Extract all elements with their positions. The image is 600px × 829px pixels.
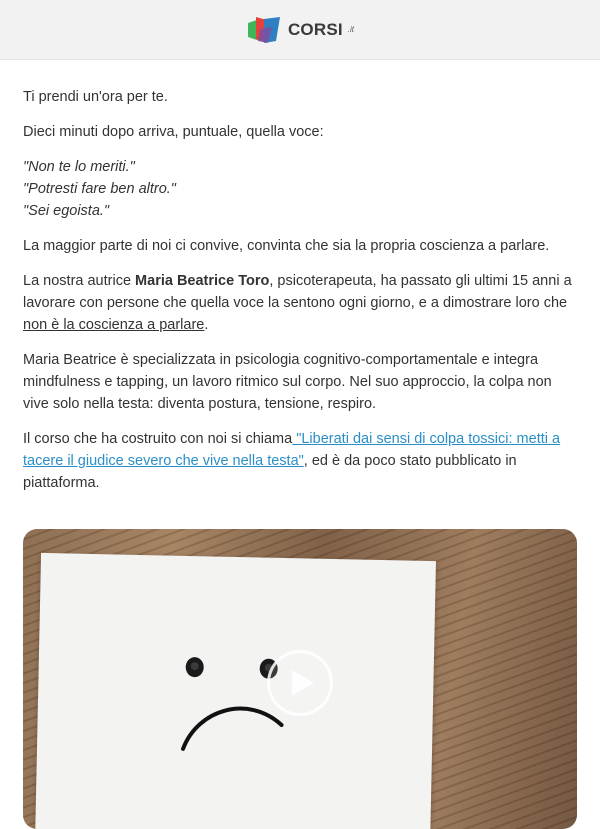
author-text-mid: , psicoterapeuta, ha passato gli ultimi 15 anni a lavorare con persone che quella voce la sentono ogni giorno, e a dimostrare loro che (23, 273, 572, 311)
underlined-phrase: non è la coscienza a parlare (23, 317, 205, 333)
paper-card-image (35, 553, 436, 829)
play-button[interactable] (267, 650, 333, 716)
quote-item: "Sei egoista." (23, 203, 110, 219)
course-text-end: , ed è da poco stato pubblicato in piattaforma. (23, 453, 517, 491)
author-name: Maria Beatrice Toro (135, 273, 270, 289)
paragraph-approach: Maria Beatrice è specializzata in psicologia cognitivo-comportamentale e integra mindfulness e tapping, un lavoro ritmico sul corpo. Nel suo approccio, la colpa non vive solo nella testa: diventa postura, tensione, respiro. (23, 352, 552, 412)
author-text-end: . (204, 317, 209, 333)
paragraph-author (23, 270, 577, 336)
paragraph-conscience: La maggior parte di noi ci convive, convinta che sia la propria coscienza a parlare. (23, 238, 550, 254)
author-text-pre: La nostra autrice (23, 273, 136, 289)
course-text-pre: Il corso che ha costruito con noi si chiama (23, 431, 293, 447)
corsi-logo[interactable] (246, 15, 354, 45)
corsi-logo-icon (246, 15, 284, 45)
logo-wordmark: CORSI (287, 19, 343, 39)
email-header (0, 0, 600, 60)
logo-domain-suffix: .it (347, 25, 355, 34)
play-icon (290, 668, 316, 698)
quote-item: "Potresti fare ben altro." (23, 181, 176, 197)
paragraph-voice: Dieci minuti dopo arriva, puntuale, quella voce: (23, 124, 324, 140)
email-body (0, 60, 600, 494)
quote-list (23, 156, 577, 222)
video-thumbnail[interactable] (23, 529, 577, 829)
course-title-link[interactable]: "Liberati dai sensi di colpa tossici: metti a tacere il giudice severo che vive nella testa" (23, 431, 561, 469)
quote-item: "Non te lo meriti." (23, 159, 135, 175)
paragraph-course (23, 428, 577, 494)
paragraph-intro: Ti prendi un'ora per te. (23, 89, 168, 105)
